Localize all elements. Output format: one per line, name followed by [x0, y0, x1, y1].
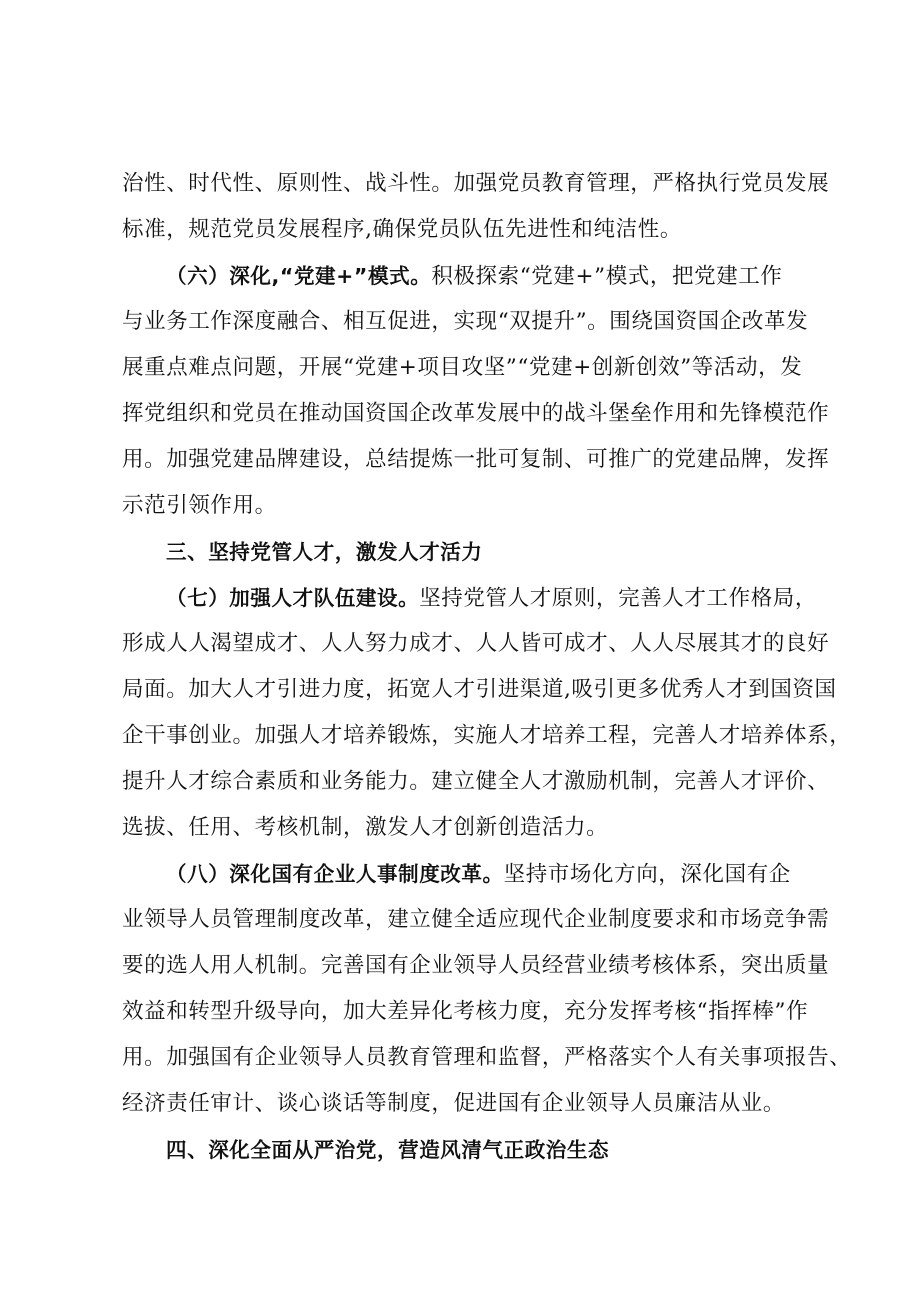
paragraph-first-line — [166, 576, 866, 620]
text-line: 要的选人用人机制。完善国有企业领导人员经营业绩考核体系，突出质量 — [122, 953, 830, 978]
text-line: 形成人人渴望成才、人人努力成才、人人皆可成才、人人尽展其才的良好 — [122, 631, 830, 656]
text-line: 挥党组织和党员在推动国资国企改革发展中的战斗堡垒作用和先锋模范作 — [122, 401, 830, 426]
paragraph-first-line — [166, 852, 866, 896]
text-line: 企干事创业。加强人才培养锻炼，实施人才培养工程，完善人才培养体系， — [122, 723, 852, 748]
text-line: 局面。加大人才引进力度，拓宽人才引进渠道,吸引更多优秀人才到国资国 — [122, 677, 837, 702]
section-title: 三、坚持党管人才，激发人才活力 — [166, 540, 483, 564]
text-run: 积极探索“党建+”模式，把党建工作 — [431, 264, 783, 289]
text-line: 用。加强党建品牌建设，总结提炼一批可复制、可推广的党建品牌，发挥 — [122, 447, 830, 472]
paragraph-heading: （七）加强人才队伍建设。 — [166, 586, 420, 610]
text-line: 示范引领作用。 — [122, 493, 277, 518]
paragraph-first-line — [166, 254, 866, 298]
text-run: 坚持市场化方向，深化国有企 — [503, 862, 791, 887]
text-line: 与业务工作深度融合、相互促进，实现“双提升”。围绕国资国企改革发 — [122, 309, 809, 334]
text-line: 提升人才综合素质和业务能力。建立健全人才激励机制，完善人才评价、 — [122, 769, 830, 794]
text-line: 标准，规范党员发展程序,确保党员队伍先进性和纯洁性。 — [122, 217, 682, 242]
text-line: 用。加强国有企业领导人员教育管理和监督，严格落实个人有关事项报告、 — [122, 1045, 852, 1070]
text-line: 经济责任审计、谈心谈话等制度，促进国有企业领导人员廉洁从业。 — [122, 1091, 786, 1116]
paragraph-heading: （六）深化,“党建+”模式。 — [166, 264, 432, 288]
text-line: 业领导人员管理制度改革，建立健全适应现代企业制度要求和市场竞争需 — [122, 907, 830, 932]
text-line: 展重点难点问题，开展“党建+项目攻坚”“党建+创新创效”等活动，发 — [122, 355, 803, 380]
text-line: 选拔、任用、考核机制，激发人才创新创造活力。 — [122, 815, 609, 840]
text-line: 治性、时代性、原则性、战斗性。加强党员教育管理，严格执行党员发展 — [122, 171, 830, 196]
text-line: 效益和转型升级导向，加大差异化考核力度，充分发挥考核“指挥棒”作 — [122, 999, 809, 1024]
section-title: 四、深化全面从严治党，营造风清气正政治生态 — [166, 1138, 610, 1162]
paragraph-heading: （八）深化国有企业人事制度改革。 — [166, 862, 504, 886]
text-run: 坚持党管人才原则，完善人才工作格局， — [419, 586, 818, 611]
